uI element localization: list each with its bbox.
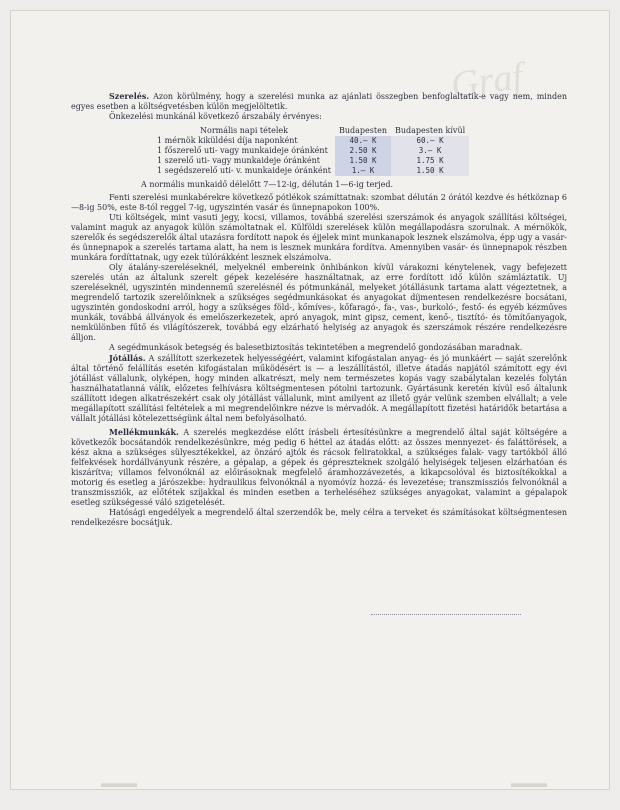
rate-label: 1 mérnök kiküldési díja naponként [157,136,298,145]
rates-table [153,126,469,176]
faded-stamp-left: ▬▬▬ [101,776,137,790]
terms-content [71,91,567,528]
rates-col-kivul: Budapesten kívül [394,126,466,135]
rates-row [153,166,469,176]
segedmunkas-paragraph: A segédmunkások betegség és balesetbiztosítás tekintetében a megrendelő gondozásában maradnak. [109,343,523,352]
rates-row [153,156,469,166]
rate-bp: 2.50 K [335,146,391,156]
faded-stamp-right: ▬▬▬ [511,776,547,790]
rate-bp: 1.50 K [335,156,391,166]
mellek-heading: Mellékmunkák. [109,427,179,437]
rate-kivul: 1.75 K [391,156,469,166]
rate-label: 1 főszerelő uti- vagy munkaideje óránként [157,146,328,155]
jotallas-heading: Jótállás. [109,353,146,363]
szereles-heading: Szerelés. [109,91,150,101]
rate-label: 1 segédszerelő uti- v. munkaideje óránként [157,166,331,175]
rate-label: 1 szerelő uti- vagy munkaideje óránként [157,156,320,165]
hatosagi-paragraph: Hatósági engedélyek a megrendelő által szerzendők be, mely célra a terveket és számításokat költségmentesen rendelkezésre bocsátjuk. [71,508,567,527]
rate-bp: 40.— K [335,136,391,146]
rate-bp: 1.— K [335,166,391,176]
mellek-paragraph [71,427,567,508]
utikoltseg-paragraph: Uti költségek, mint vasuti jegy, kocsi, villamos, továbbá szerelési szerszámok és anyagok szállítási költségei, valamint maguk az anyagok külön számoltatnak el. Külföldi szerelések külön megállapodásra szorulnak. A mérnökök, szerelők és segédszerelők által utazásra fordított napok és éjjelek mint munkanapok lesznek elszámolva, épp ugy a vasár- és ünnepnapok a szerelés tartama alatt, ha nem is lesznek munkára fordítva. Amennyiben vasár- és ünnepnapok részben munkára fordíttatnak, ugy ezek túlórákként lesznek elszámolva. [71,213,567,262]
signature-line [371,614,521,615]
rate-kivul: 1.50 K [391,166,469,176]
potlek-paragraph: Fenti szerelési munkabérekre következő pótlékok számíttatnak: szombat délután 2 órától kezdve és hétköznap 6—8-ig 50%, este 8-tól reggel 7-ig, ugyszintén vasár és ünnepnapokon 100%. [71,193,567,212]
rates-row [153,146,469,156]
atalany-paragraph: Oly átalány-szereléseknél, melyeknél embereink önhibánkon kívül várakozni kénytelenek, vagy befejezett szerelés után az általunk szerelt gépek kezelésére használtatnak, az erre fordított idő külön számláztatik. Uj szereléseknél, ugyszintén mindennemű szerelésnél és pótmunkánál, melyeket jótállásunk tartama alatt végeztetnek, a megrendelő tartozik szerelőinknek a szükséges segédmunkásokat és anyagokat díjmentesen rendelkezésre bocsátani, ugyszintén gondoskodni arról, hogy a szükséges föld-, kőmíves-, kőfaragó-, fa-, vas-, burkoló-, festő- és egyéb kézműves munkák, továbbá állványok és emelőszerkezetek, apró anyagok, mint gipsz, cement, kenő-, tisztító- és tömítőanyagok, nemkülönben fűtő és világítószerek, továbbá egy elzárható helyiség az anyagok és szerszámok részére rendelkezésre álljon. [71,263,567,342]
jotallas-paragraph [71,353,567,424]
rates-header-row [153,126,469,136]
szereles-intro: Önkezelési munkánál következő árszabály érvényes: [109,112,322,121]
mellek-text: A szerelés megkezdése előtt írásbeli értesítésünkre a megrendelő által saját költségére a következők bocsátandók rendelkezésünkre, még pedig 6 héttel az átadás előtt: az összes mennyezet- és faláttörések, a kész akna a szükséges sülyesztékekkel, az önzáró ajtók és rácsok feliratokkal, a szükséges falak- vagy tartókból álló felfekvések hordállványunk részére, a gépalap, a gépek és gépreszteknek szolgáló helyiségek teljesen elzárhatóan és kiszárítva; villamos felvonóknál az előirásoknak megfelelő áramhozzávezetés, a kikapcsolóval és biztosítékokkal a motorig és esetleg a járószekbe: hydraulikus felvonóknál a nyomóvíz hozzá- és levezetése; transzmissziós felvonóknál a transzmissziók, az előtétek szíjakkal és minden esetben a terheléséhez szükséges anyagokat, valamint a gépalapok esetleg szükségessé váló szigetelését. [71,428,567,507]
szereles-paragraph [71,91,567,112]
document-page [10,10,610,790]
jotallas-text: A szállított szerkezetek helyességéért, valamint kifogástalan anyag- és jó munkáért — saját szerelőnk által történő felállítás esetén kifogástalan működésért is — a leszállítástól, illetve átadás napjától számított egy évi jótállást vállalunk, olyképen, hogy minden alkatrészt, mely nem természetes kopás vagy szabálytalan kezelés folytán használhatatlanná válik, előzetes felhívásra költségmentesen pótolni tartozunk. Gyártásunk keretén kívül eső általunk szállított idegen alkatrészekért csak oly jótállást vállalunk, mint amilyent az illető gyár velünk szemben elvállalt; a vele megállapított szállítási feltételek a mi megrendelőinkre nézve is mérvadók. A megállapított fizetési határidők betartása a vállalt jótállási kötelezettségünk által nem befolyásolható. [71,354,567,423]
watermark-logo: Graf [448,55,526,107]
rates-col-bp: Budapesten [339,126,387,135]
rate-kivul: 60.— K [391,136,469,146]
szereles-text: Azon körülmény, hogy a szerelési munka az ajánlati összegben benfoglaltatik-e vagy nem, minden egyes esetben a költségvetésben külön megjelöltetik. [71,92,567,111]
rate-kivul: 3.— K [391,146,469,156]
rates-note: A normális munkaidő délelőtt 7—12-ig, délután 1—6-ig terjed. [141,180,394,189]
rates-row [153,136,469,146]
rates-col-label: Normális napi tételek [200,126,288,135]
